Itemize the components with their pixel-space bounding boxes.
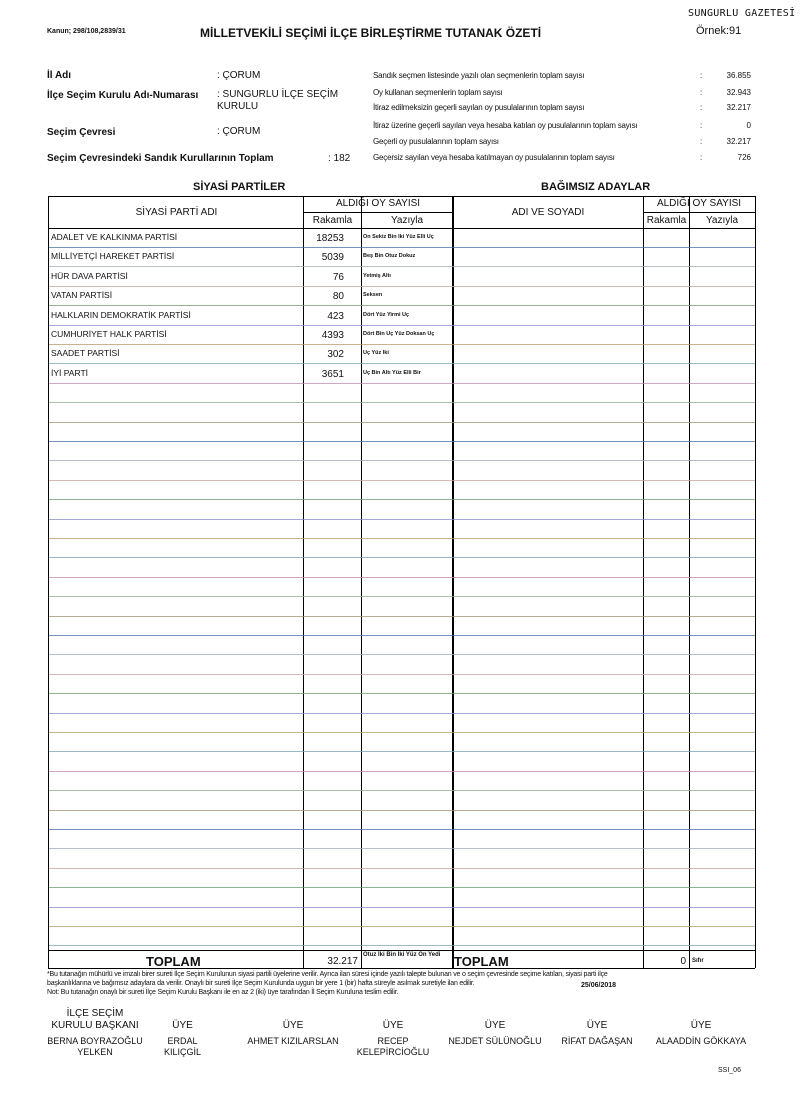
stat-value: 36.855 [726,71,751,80]
stat-label: Geçerli oy pusulalarının toplam sayısı [373,137,499,146]
note-date: 25/06/2018 [581,982,617,989]
party-name: İYİ PARTİ [51,367,89,378]
row-rule [49,926,755,927]
row-rule [49,887,755,888]
stat-value: 0 [746,121,751,130]
col-written-2: Yazıyla [705,215,739,226]
party-votes-words: On Sekiz Bin İki Yüz Elli Üç [363,234,434,240]
signature-name: NEJDET SÜLÜNOĞLU [448,1036,542,1046]
col-votes-2: ALDIĞI OY SAYISI [656,198,742,209]
party-name: VATAN PARTİSİ [51,290,113,301]
party-votes-words: Dört Bin Üç Yüz Doksan Üç [363,331,435,337]
party-votes-words: Üç Yüz İki [363,350,389,357]
grid-hline [643,212,755,213]
row-rule [49,654,755,655]
stat-label: İtiraz edilmeksizin geçerli sayılan oy pusulalarının toplam sayısı [373,103,585,112]
stat-colon: : [700,121,703,130]
row-rule [49,907,755,908]
grid-vline [48,196,49,968]
row-rule [49,674,755,675]
party-votes: 18253 [316,233,344,244]
stat-colon: : [700,71,703,80]
row-rule [49,713,755,714]
row-rule [49,538,755,539]
party-votes-words: Seksen [363,292,383,299]
signature-name: RECEP KELEPİRCİOĞLU [356,1036,430,1057]
party-name: HALKLARIN DEMOKRATİK PARTİSİ [51,309,191,320]
info-label-kurul: İlçe Seçim Kurulu Adı-Numarası [47,90,199,101]
stat-colon: : [700,153,703,162]
grid-vline [643,196,644,968]
row-rule [49,363,755,364]
row-rule [49,810,755,811]
stat-label: Oy kullanan seçmenlerin toplam sayısı [373,88,503,97]
row-rule [49,577,755,578]
row-rule [49,441,755,442]
party-votes: 423 [327,310,344,322]
stat-value: 32.217 [726,137,751,146]
signature-role: ÜYE [586,1020,608,1031]
grid-hline [48,228,755,229]
col-votes: ALDIĞI OY SAYISI [335,198,421,209]
row-rule [49,499,755,500]
signature-role: ÜYE [484,1020,506,1031]
signature-role: ÜYE [690,1020,712,1031]
info-value-cevre: : ÇORUM [217,126,261,137]
row-rule [49,402,755,403]
signature-role: ÜYE [172,1020,193,1031]
party-votes-words: Dört Yüz Yirmi Üç [363,311,410,318]
row-rule [49,829,755,830]
party-votes: 3651 [321,368,344,380]
row-rule [49,460,755,461]
party-votes: 5039 [321,252,344,264]
signature-name: RİFAT DAĞAŞAN [561,1036,633,1046]
grid-vline [453,196,454,968]
document-title: MİLLETVEKİLİ SEÇİMİ İLÇE BİRLEŞTİRME TUTANAK ÖZETİ [200,26,542,40]
stat-value: 32.217 [726,103,751,112]
col-party-name: SİYASİ PARTİ ADI [135,207,218,218]
party-total-words: Otuz İki Bin İki Yüz On Yedi [363,952,441,958]
party-votes: 302 [327,349,344,361]
row-rule [49,247,755,248]
signature-role: ÜYE [382,1020,404,1031]
stat-colon: : [700,88,703,97]
total-label: TOPLAM [146,954,201,969]
section-parties: SİYASİ PARTİLER [193,181,286,193]
total-label-2: TOPLAM [454,954,509,969]
grid-hline [48,950,755,951]
stat-label: İtiraz üzerine geçerli sayılan veya hesaba katılan oy pusulalarının toplam sayısı [373,121,638,130]
independent-total: 0 [680,956,686,967]
row-rule [49,266,755,267]
info-value-sandik: : 182 [328,153,351,164]
col-candidate-name: ADI VE SOYADI [511,207,585,218]
row-rule [49,286,755,287]
party-votes-words: Üç Bin Altı Yüz Elli Bir [363,369,421,376]
party-name: MİLLİYETÇİ HAREKET PARTİSİ [51,251,175,262]
party-votes-words: Beş Bin Otuz Dokuz [363,253,416,260]
watermark: SUNGURLU GAZETESİ [688,8,796,19]
stat-label: Geçersiz sayılan veya hesaba katılmayan oy pusulalarının toplam sayısı [373,153,615,162]
footer-code: SSI_06 [718,1067,741,1074]
info-label-sandik: Seçim Çevresindeki Sandık Kurullarının Toplam [47,153,274,164]
grid-hline [303,212,452,213]
row-rule [49,383,755,384]
party-name: CUMHURİYET HALK PARTİSİ [51,329,167,339]
col-numeric-2: Rakamla [646,215,687,226]
info-label-cevre: Seçim Çevresi [47,127,116,138]
row-rule [49,422,755,423]
info-value-kurul: : SUNGURLU İLÇE SEÇİM KURULU [217,89,339,112]
grid-hline [48,196,755,197]
party-name: ADALET VE KALKINMA PARTİSİ [51,232,178,242]
grid-vline [755,196,756,968]
row-rule [49,751,755,752]
row-rule [49,325,755,326]
col-numeric: Rakamla [312,215,353,226]
form-number: Örnek:91 [696,25,742,37]
row-rule [49,519,755,520]
row-rule [49,344,755,345]
row-rule [49,868,755,869]
signature-name: ALAADDİN GÖKKAYA [655,1036,747,1046]
signature-name: AHMET KIZILARSLAN [247,1036,339,1046]
info-label-il: İl Adı [47,70,72,81]
row-rule [49,557,755,558]
party-votes: 4393 [321,330,344,341]
note-line-1: *Bu tutanağın mühürlü ve imzalı birer sureti İlçe Seçim Kurulunun siyasi partili üyelerine verilir. Ayrıca ilan süresi içinde yazılı talepte bulunan ve o seçim çevresinde seçime katılan, siyasi parti ilçe [47,971,608,978]
signature-name: BERNA BOYRAZOĞLU YELKEN [47,1036,143,1057]
note-line-3: Not: Bu tutanağın onaylı bir sureti İlçe Seçim Kurulu Başkanı ile en az 2 (iki) üye tarafından İl Seçim Kuruluna teslim edilir. [47,989,399,996]
row-rule [49,945,755,946]
stat-value: 726 [737,153,751,162]
section-independents: BAĞIMSIZ ADAYLAR [541,181,651,193]
col-written: Yazıyla [390,215,424,226]
row-rule [49,790,755,791]
row-rule [49,616,755,617]
row-rule [49,732,755,733]
signature-role: İLÇE SEÇİM KURULU BAŞKANI [51,1008,139,1031]
row-rule [49,596,755,597]
law-reference: Kanun; 298/108,2839/31 [47,28,126,35]
independent-total-words: Sıfır [692,958,704,964]
party-name: SAADET PARTİSİ [51,348,120,359]
row-rule [49,848,755,849]
signature-name: ERDAL KILIÇGİL [163,1036,201,1057]
party-votes: 80 [332,291,344,303]
party-votes-words: Yetmiş Altı [363,272,391,279]
signature-role: ÜYE [282,1020,304,1031]
row-rule [49,771,755,772]
stat-label: Sandık seçmen listesinde yazılı olan seçmenlerin toplam sayısı [373,71,585,80]
row-rule [49,693,755,694]
party-name: HÜR DAVA PARTİSİ [51,270,128,281]
grid-vline [689,196,690,968]
info-value-il: : ÇORUM [217,70,261,81]
grid-vline [361,196,362,968]
row-rule [49,635,755,636]
stat-colon: : [700,137,703,146]
stat-value: 32.943 [726,88,751,97]
party-votes: 76 [332,271,344,283]
stat-colon: : [700,103,703,112]
party-total: 32.217 [327,956,358,967]
row-rule [49,305,755,306]
row-rule [49,480,755,481]
note-line-2: başkanlıklarına ve bağımsız adaylara da verilir. Onaylı bir sureti İlçe Seçim Kurulunda uygun bir yere 1 (bir) hafta süreyle asılmak suretiyle ilan edilir. [47,980,475,987]
